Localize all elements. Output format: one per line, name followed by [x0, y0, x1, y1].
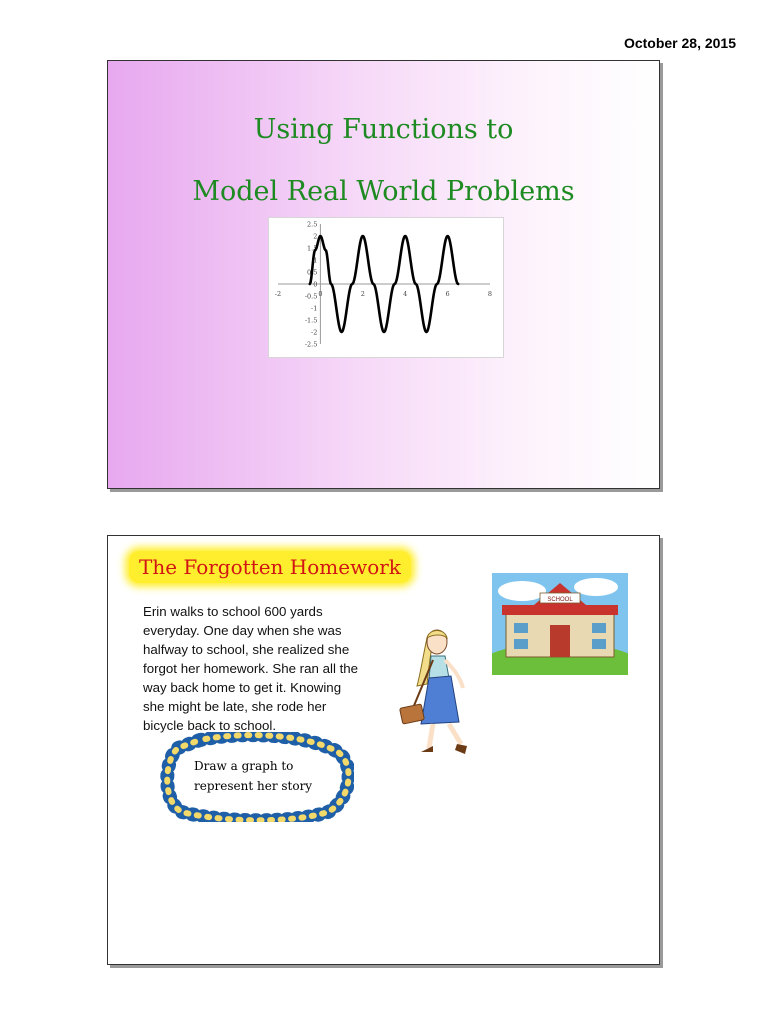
school-sign-text: SCHOOL: [547, 597, 573, 603]
draw-graph-prompt: [194, 756, 324, 796]
y-tick-label: -1: [311, 304, 318, 313]
y-tick-label: -1.5: [304, 316, 318, 325]
slide-title-line-2: Model Real World Problems: [192, 176, 575, 207]
x-tick-label: 0: [318, 290, 323, 298]
x-tick-label: 6: [445, 290, 450, 298]
y-tick-label: 0: [313, 280, 318, 289]
slide-title: [107, 60, 660, 489]
x-tick-label: -2: [274, 290, 282, 298]
x-tick-label: 8: [487, 290, 493, 298]
slide-homework: [107, 535, 660, 965]
story-text: Erin walks to school 600 yards everyday. One day when she was halfway to school, she realized she forgot her homework. She ran all the way back home to get it. Knowing she might be late, she rode her bicycle back to school.: [143, 604, 359, 733]
x-tick-label: 4: [403, 290, 408, 298]
y-tick-label: 1.5: [307, 244, 318, 253]
sine-chart: [268, 217, 504, 358]
y-tick-label: -2.5: [304, 340, 318, 349]
y-tick-label: 2: [313, 232, 318, 241]
homework-title: The Forgotten Homework: [129, 551, 411, 583]
page-date: October 28, 2015: [623, 35, 736, 51]
x-tick-label: 2: [360, 290, 365, 298]
y-tick-label: -2: [311, 328, 318, 337]
sine-chart-svg: [269, 218, 503, 357]
slide-title-line-1: Using Functions to: [253, 114, 514, 145]
prompt-line-1: Draw a graph to: [194, 759, 294, 773]
y-tick-label: 1: [313, 256, 318, 265]
prompt-line-2: represent her story: [194, 779, 313, 793]
girl-walking-illustration: [393, 626, 483, 764]
y-tick-label: -0.5: [304, 292, 318, 301]
y-tick-label: 2.5: [307, 220, 318, 229]
y-tick-label: 0.5: [307, 268, 318, 277]
school-building-illustration: [492, 573, 628, 675]
